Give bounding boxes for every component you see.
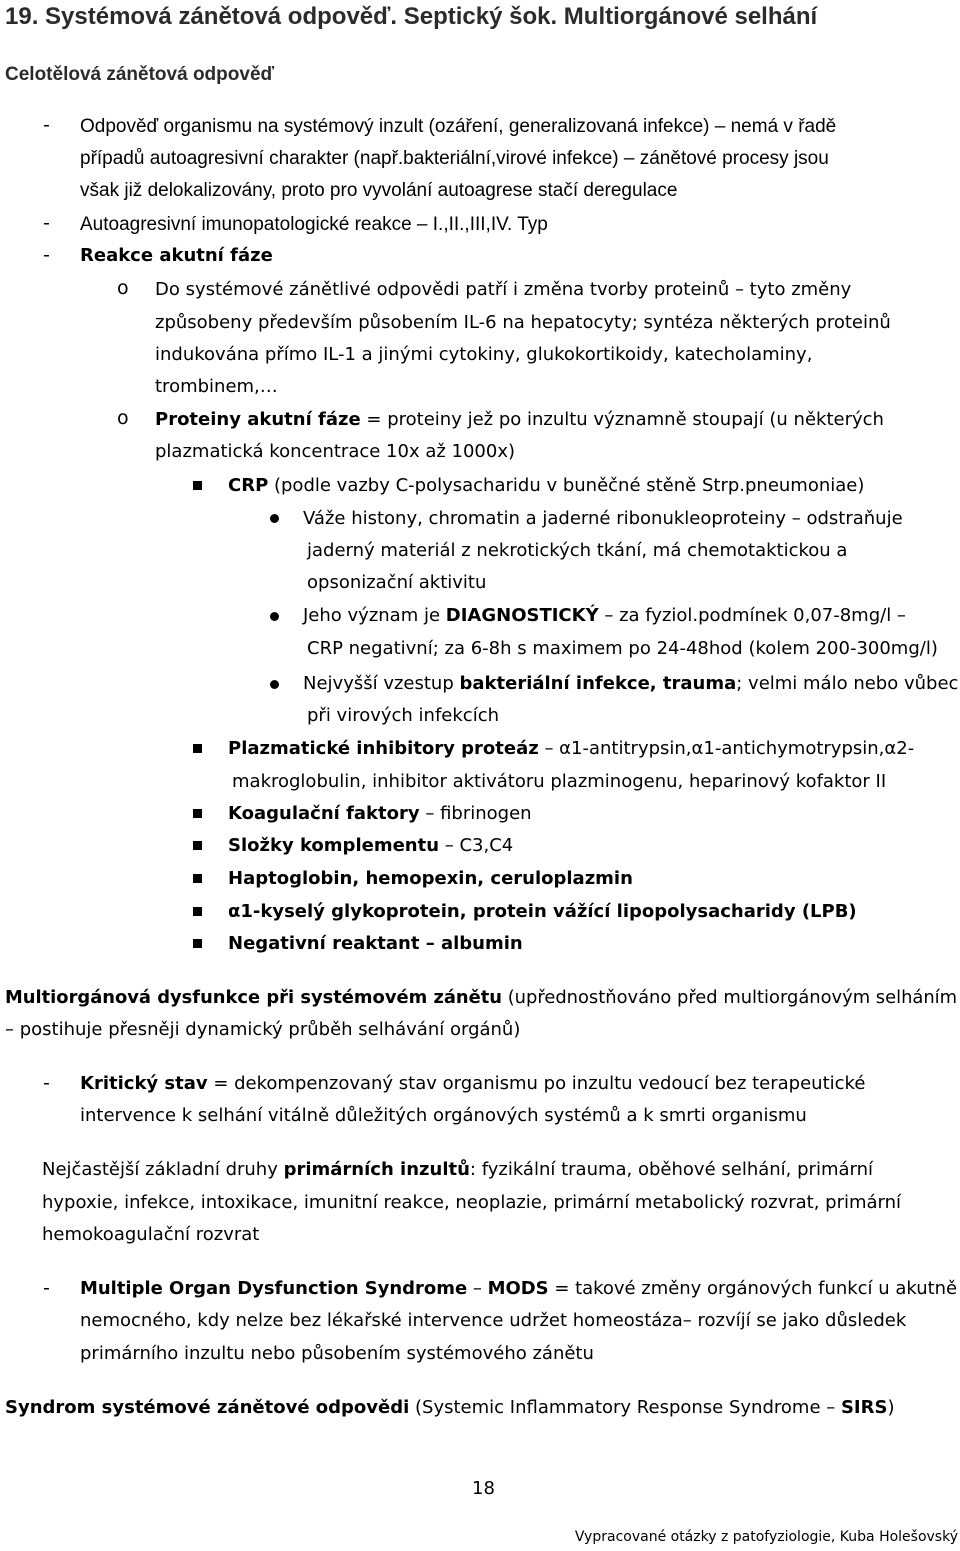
square-bullet [193,907,202,916]
text-line: plazmatická koncentrace 10x až 1000x) [155,441,516,462]
square-bullet [193,874,202,883]
text-line: trombinem,… [155,376,278,397]
term: Kritický stav [80,1073,208,1094]
round-bullet [270,514,279,523]
page-number: 18 [472,1478,495,1499]
text-line: Do systémové zánětlivé odpovědi patří i změna tvorby proteinů – tyto změny [155,279,852,300]
term: Multiorgánová dysfunkce při systémovém zánětu [5,987,503,1008]
text-line: Autoagresivní imunopatologické reakce – I.,II.,III,IV. Typ [80,214,548,235]
text-span: – za fyziol.podmínek 0,07-8mg/l – [598,605,906,626]
text-line: makroglobulin, inhibitor aktivátoru plazminogenu, heparinový kofaktor II [232,771,887,792]
text-line: Haptoglobin, hemopexin, ceruloplazmin [228,868,633,889]
dash-marker: - [43,1277,50,1299]
circle-marker: o [117,407,129,429]
footer-text: Vypracované otázky z patofyziologie, Kuba Holešovský [574,1529,958,1545]
text-span: ) [887,1397,895,1418]
text-line [5,989,957,1007]
text-line [303,607,906,625]
text-line: – postihuje přesněji dynamický průběh selhávání orgánů) [5,1019,521,1040]
round-bullet [270,612,279,621]
page-title: 19. Systémová zánětová odpověď. Septický šok. Multiorgánové selhání [5,3,818,30]
text-line: Váže histony, chromatin a jaderné ribonukleoproteiny – odstraňuje [303,508,903,529]
text-span: Nejčastější základní druhy [42,1159,284,1180]
text-line: α1-kyselý glykoprotein, protein vážící lipopolysacharidy (LPB) [228,901,857,922]
text-span: – C3,C4 [439,835,514,856]
text-line [42,1161,873,1179]
text-line: Odpověď organismu na systémový inzult (ozáření, generalizovaná infekce) – nemá v řadě [80,116,837,137]
text-line [80,1280,957,1298]
text-line: primárního inzultu nebo působením systémového zánětu [80,1343,594,1364]
section-heading: Celotělová zánětová odpověď [5,64,275,85]
text-span: – fibrinogen [419,803,532,824]
text-span: (Systemic Inflammatory Response Syndrome – [409,1397,841,1418]
dash-marker: - [43,114,50,136]
term: Multiple Organ Dysfunction Syndrome [80,1278,468,1299]
acute-phase-heading: Reakce akutní fáze [80,245,273,266]
text-line: CRP negativní; za 6-8h s maximem po 24-48hod (kolem 200-300mg/l) [307,638,938,659]
term: Koagulační faktory [228,803,420,824]
square-bullet [193,744,202,753]
text-line: jaderný materiál z nekrotických tkání, má chemotaktickou a [307,540,848,561]
text-line [80,1075,865,1093]
dash-marker: - [43,212,50,234]
square-bullet [193,841,202,850]
text-line [228,477,864,495]
text-span: – α1-antitrypsin,α1-antichymotrypsin,α2- [538,738,915,759]
text-line [228,805,532,823]
text-span: – [467,1278,488,1299]
round-bullet [270,680,279,689]
text-line [5,1399,895,1417]
text-line: indukována přímo IL-1 a jinými cytokiny, glukokortikoidy, katecholaminy, [155,344,813,365]
text-line [228,740,914,758]
text-span: : fyzikální trauma, oběhové selhání, primární [469,1159,873,1180]
term: MODS [487,1278,549,1299]
text-line: hemokoagulační rozvrat [42,1224,260,1245]
text-line: způsobeny především působením IL-6 na hepatocyty; syntéza některých proteinů [155,312,891,333]
term: Syndrom systémové zánětové odpovědi [5,1397,410,1418]
text-span: = proteiny jež po inzultu významně stoupají (u některých [360,409,884,430]
term: Složky komplementu [228,835,440,856]
text-line: opsonizační aktivitu [307,572,487,593]
text-line: nemocného, kdy nelze bez lékařské intervence udržet homeostáza– rozvíjí se jako důsledek [80,1310,907,1331]
text-span: Jeho význam je [303,605,446,626]
term: Proteiny akutní fáze [155,409,361,430]
dash-marker: - [43,244,50,266]
term: Plazmatické inhibitory proteáz [228,738,539,759]
square-bullet [193,481,202,490]
term: bakteriální infekce, trauma [459,673,737,694]
text-span: ; velmi málo nebo vůbec [736,673,959,694]
dash-marker: - [43,1072,50,1094]
term: SIRS [840,1397,888,1418]
text-span: (upřednostňováno před multiorgánovým selháním [502,987,958,1008]
term: primárních inzultů [283,1159,470,1180]
text-span: = dekompenzovaný stav organismu po inzultu vedoucí bez terapeutické [207,1073,866,1094]
text-line: případů autoagresivní charakter (např.bakteriální,virové infekce) – zánětové procesy jsou [80,148,829,169]
text-line [303,675,958,693]
term: CRP [228,475,269,496]
text-line [155,411,884,429]
text-line: Negativní reaktant – albumin [228,933,523,954]
text-line: při virových infekcích [307,705,499,726]
square-bullet [193,809,202,818]
term: DIAGNOSTICKÝ [445,605,599,626]
text-line: hypoxie, infekce, intoxikace, imunitní reakce, neoplazie, primární metabolický rozvrat, primární [42,1192,902,1213]
text-line: však již delokalizovány, proto pro vyvolání autoagrese stačí deregulace [80,180,678,201]
text-span: (podle vazby C-polysacharidu v buněčné stěně Strp.pneumoniae) [268,475,865,496]
text-line [228,837,513,855]
circle-marker: o [117,277,129,299]
text-line: intervence k selhání vitálně důležitých orgánových systémů a k smrti organismu [80,1105,807,1126]
text-span: = takové změny orgánových funkcí u akutně [548,1278,958,1299]
text-span: Nejvyšší vzestup [303,673,460,694]
square-bullet [193,939,202,948]
